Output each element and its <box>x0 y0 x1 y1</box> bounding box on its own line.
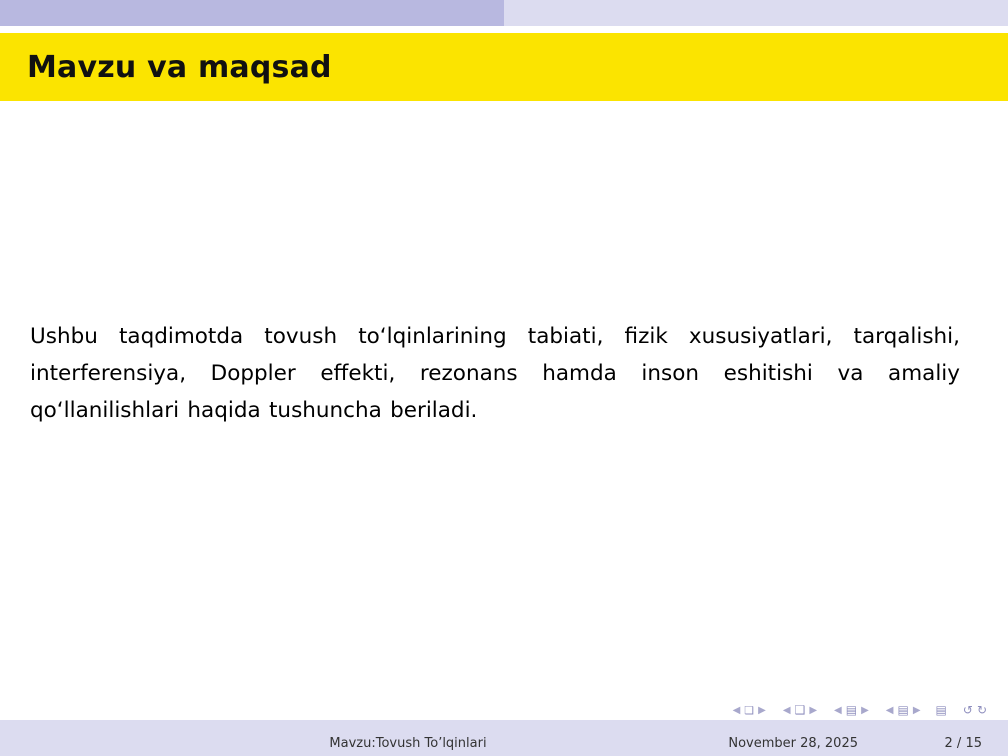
slide-footer-bar <box>0 720 1008 756</box>
footer-date: November 28, 2025 <box>728 736 858 751</box>
nav-prev-subsection-icon[interactable]: ◀ <box>834 704 842 716</box>
nav-back-icon[interactable]: ↺ <box>962 703 973 717</box>
nav-slide-box-icon[interactable]: ❏ <box>744 703 755 717</box>
nav-next-frame-icon[interactable]: ▶ <box>809 704 818 716</box>
nav-prev-section-icon[interactable]: ◀ <box>885 704 894 716</box>
nav-group-slide-first[interactable] <box>730 704 769 717</box>
nav-document-icon[interactable]: ▤ <box>935 703 947 717</box>
nav-group-section[interactable] <box>883 703 924 717</box>
left-margin-strip <box>0 101 5 720</box>
nav-frame-icon[interactable]: ❑ <box>794 703 806 717</box>
nav-group-document[interactable] <box>935 703 948 717</box>
footer-page-number: 2 / 15 <box>944 736 982 751</box>
nav-subsection-icon[interactable]: ▤ <box>845 703 858 717</box>
slide-top-bar <box>0 0 1008 26</box>
nav-first-slide-icon[interactable]: ◀ <box>732 704 741 716</box>
nav-group-frame[interactable] <box>780 703 820 717</box>
nav-group-subsection[interactable] <box>831 703 872 717</box>
slide-title: Mavzu va maqsad <box>27 50 332 85</box>
beamer-navigation-bar[interactable] <box>719 700 988 720</box>
nav-section-icon[interactable]: ▤ <box>897 703 909 717</box>
footer-title: Mavzu:Tovush To’lqinlari <box>329 736 487 751</box>
nav-next-section-icon[interactable]: ▶ <box>912 704 921 716</box>
nav-forward-icon[interactable]: ↻ <box>976 703 987 717</box>
nav-next-slide-icon[interactable]: ▶ <box>758 704 766 716</box>
nav-group-history[interactable] <box>962 703 988 717</box>
nav-next-subsection-icon[interactable]: ▶ <box>861 704 869 716</box>
nav-prev-frame-icon[interactable]: ◀ <box>782 704 791 716</box>
slide-body-text: Ushbu taqdimotda tovush to‘lqinlarining tabiati, fizik xususiyatlari, tarqalishi, interferensiya, Doppler effekti, rezonans hamda inson eshitishi va amaliy qo‘llanilishlari haqida tushuncha beriladi. <box>30 324 960 423</box>
slide-top-bar-accent <box>0 0 504 26</box>
